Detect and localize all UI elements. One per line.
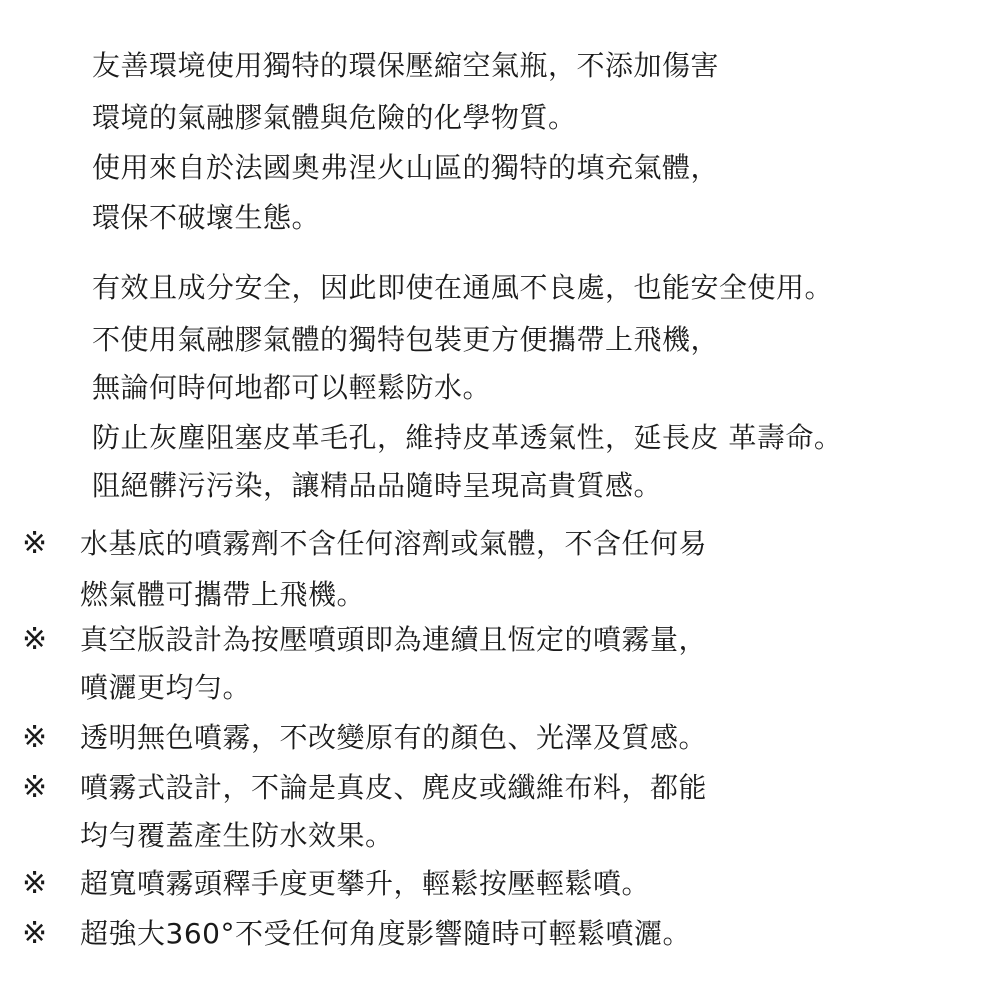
note-6-marker: ※ — [22, 916, 48, 951]
paragraph-2-line-1: 有效且成分安全，因此即使在通風不良處，也能安全使用。 — [92, 271, 834, 304]
paragraph-2-line-3: 無論何時何地都可以輕鬆防水。 — [92, 371, 492, 404]
note-3-line-1: 透明無色噴霧，不改變原有的顏色、光澤及質感。 — [80, 721, 708, 754]
note-2-marker: ※ — [22, 622, 48, 657]
paragraph-2-line-5: 阻絕髒污污染，讓精品品隨時呈現高貴質感。 — [92, 469, 663, 502]
note-1-line-1: 水基底的噴霧劑不含任何溶劑或氣體，不含任何易 — [80, 527, 708, 560]
paragraph-2-line-2: 不使用氣融膠氣體的獨特包裝更方便攜帶上飛機， — [92, 323, 720, 356]
note-4-line-1: 噴霧式設計，不論是真皮、麂皮或纖維布料，都能 — [80, 771, 708, 804]
paragraph-1-line-3: 使用來自於法國奧弗涅火山區的獨特的填充氣體， — [92, 151, 720, 184]
note-5-marker: ※ — [22, 866, 48, 901]
note-3-marker: ※ — [22, 720, 48, 755]
note-1-line-2: 燃氣體可攜帶上飛機。 — [80, 578, 366, 611]
paragraph-1-line-1: 友善環境使用獨特的環保壓縮空氣瓶，不添加傷害 — [92, 49, 720, 82]
paragraph-1-line-2: 環境的氣融膠氣體與危險的化學物質。 — [92, 101, 577, 134]
paragraph-1-line-4: 環保不破壞生態。 — [92, 201, 321, 234]
note-2-line-2: 噴灑更均勻。 — [80, 671, 252, 704]
note-1-marker: ※ — [22, 526, 48, 561]
note-4-line-2: 均勻覆蓋產生防水效果。 — [80, 819, 394, 852]
paragraph-2-line-4: 防止灰塵阻塞皮革毛孔，維持皮革透氣性，延長皮 革壽命。 — [92, 421, 843, 454]
note-6-line-1: 超強大360°不受任何角度影響隨時可輕鬆噴灑。 — [80, 917, 691, 950]
note-4-marker: ※ — [22, 770, 48, 805]
note-5-line-1: 超寬噴霧頭釋手度更攀升，輕鬆按壓輕鬆噴。 — [80, 867, 651, 900]
note-2-line-1: 真空版設計為按壓噴頭即為連續且恆定的噴霧量， — [80, 623, 708, 656]
